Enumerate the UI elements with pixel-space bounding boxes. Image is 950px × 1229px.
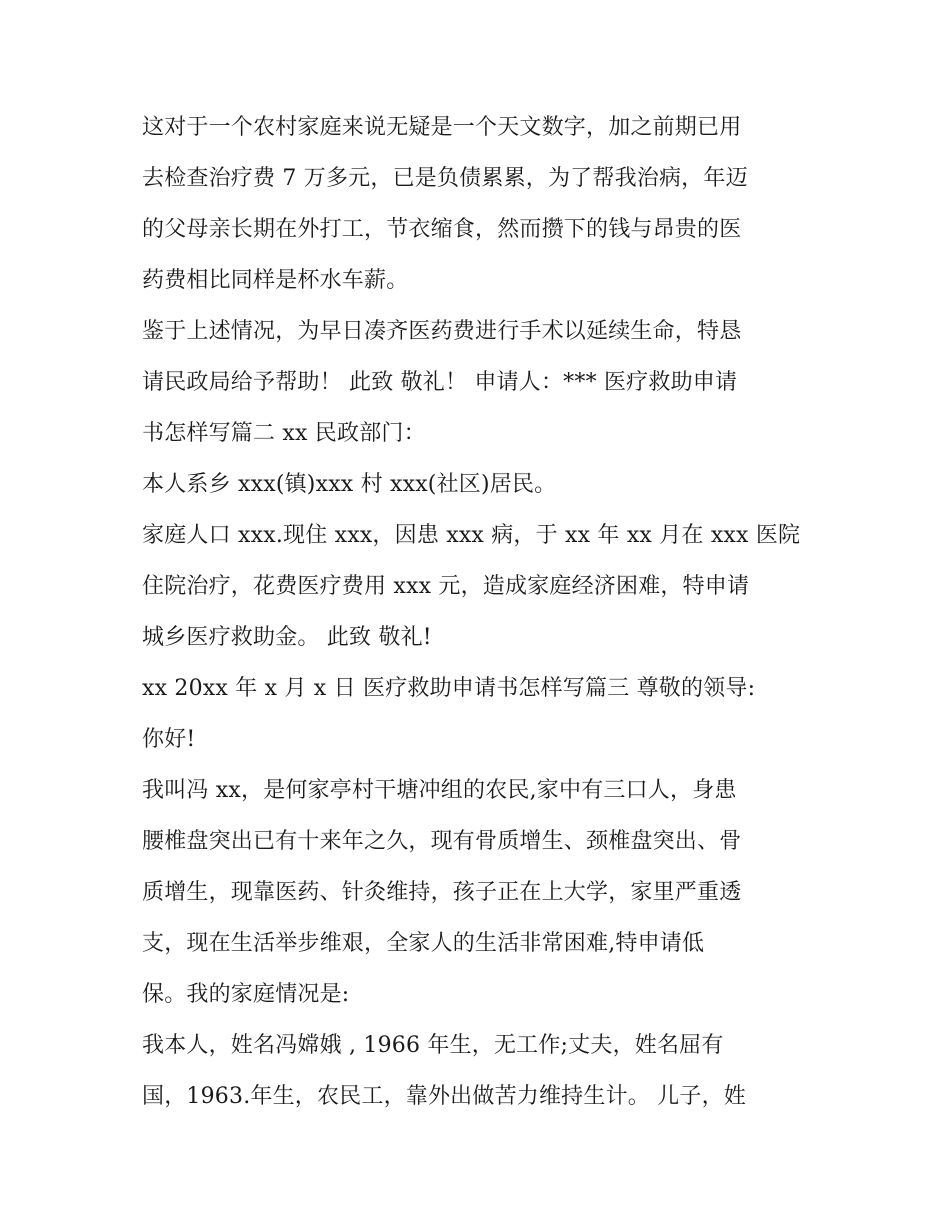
text-line: 支，现在生活举步维艰，全家人的生活非常困难,特申请低 — [142, 931, 705, 956]
text-line: 本人系乡 xxx(镇)xxx 村 xxx(社区)居民。 — [142, 472, 557, 497]
text-line: 你好! — [142, 727, 196, 752]
text-line: 这对于一个农村家庭来说无疑是一个天文数字，加之前期已用 — [142, 115, 742, 140]
text-line: 我叫冯 xx，是何家亭村干塘冲组的农民,家中有三口人，身患 — [142, 778, 737, 803]
text-line: 请民政局给予帮助！ 此致 敬礼！ 申请人：*** 医疗救助申请 — [142, 370, 738, 395]
text-line: 腰椎盘突出已有十来年之久，现有骨质增生、颈椎盘突出、骨 — [142, 829, 742, 854]
text-line: 的父母亲长期在外打工，节衣缩食，然而攒下的钱与昂贵的医 — [142, 217, 742, 242]
document-body — [142, 102, 822, 1122]
text-line: 家庭人口 xxx.现住 xxx，因患 xxx 病，于 xx 年 xx 月在 xxx 医院 — [142, 523, 801, 548]
text-line: 质增生，现靠医药、针灸维持，孩子正在上大学，家里严重透 — [142, 880, 742, 905]
text-line: 去检查治疗费 7 万多元，已是负债累累，为了帮我治病，年迈 — [142, 166, 748, 191]
text-line: 住院治疗，花费医疗费用 xxx 元，造成家庭经济困难，特申请 — [142, 574, 750, 599]
text-line: 药费相比同样是杯水车薪。 — [142, 268, 409, 293]
text-line: 城乡医疗救助金。 此致 敬礼! — [142, 625, 432, 650]
text-line: xx 20xx 年 x 月 x 日 医疗救助申请书怎样写篇三 尊敬的领导: — [142, 676, 756, 701]
text-line: 国，1963.年生，农民工，靠外出做苦力维持生计。 儿子，姓 — [142, 1084, 746, 1109]
text-line: 我本人，姓名冯嫦娥 , 1966 年生，无工作;丈夫，姓名屈有 — [142, 1033, 724, 1058]
text-line: 保。我的家庭情况是: — [142, 982, 350, 1007]
text-line: 书怎样写篇二 xx 民政部门： — [142, 421, 426, 446]
text-line: 鉴于上述情况，为早日凑齐医药费进行手术以延续生命，特恳 — [142, 319, 742, 344]
